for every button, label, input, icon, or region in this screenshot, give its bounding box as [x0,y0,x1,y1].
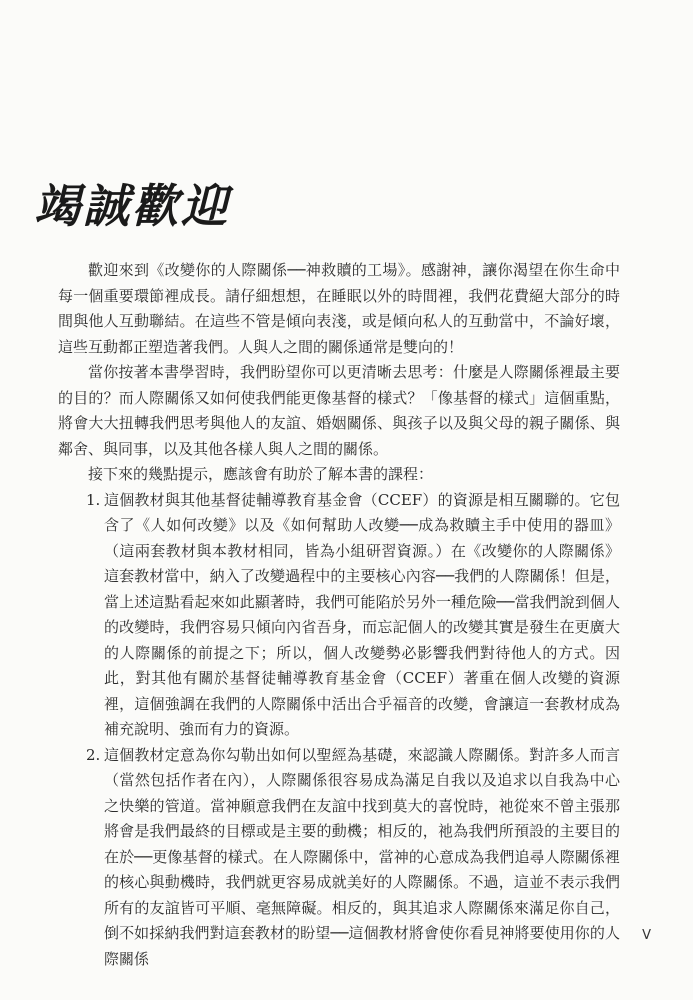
list-item [86,488,620,743]
body-text [58,258,620,972]
list-item-number: 2. [86,745,101,764]
page-number: V [642,928,651,943]
page-title: 竭誠歡迎 [34,179,230,233]
paragraph: 接下來的幾點提示，應該會有助於了解本書的課程： [88,465,434,483]
list-item-text: 這個教材與其他基督徒輔導教育基金會（CCEF）的資源是相互關聯的。它包含了《人如何改變》以及《如何幫助人改變──成為救贖主手中使用的器皿》（這兩套教材與本教材相同，皆為小組研習資源。）在《改變你的人際關係》這套教材當中，納入了改變過程中的主要核心內容──我們的人際關係！但是，當上述這點看起來如此顯著時，我們可能陷於另外一種危險──當我們說到個人的改變時，我們容易只傾向內省吾身，而忘記個人的改變其實是發生在更廣大的人際關係的前提之下；所以，個人改變勢必影響我們對待他人的方式。因此，對其他有關於基督徒輔導教育基金會（CCEF）著重在個人改變的資源裡，這個強調在我們的人際關係中活出合乎福音的改變，會讓這一套教材成為補充說明、強而有力的資源。 [104,490,620,738]
list-item [86,743,620,973]
list-item-text: 這個教材定意為你勾勒出如何以聖經為基礎，來認識人際關係。對許多人而言（當然包括作者在內），人際關係很容易成為滿足自我以及追求以自我為中心之快樂的管道。當神願意我們在友誼中找到莫大的喜悅時，祂從來不曾主張那將會是我們最終的目標或是主要的動機；相反的，祂為我們所預設的主要目的在於──更像基督的樣式。在人際關係中，當神的心意成為我們追尋人際關係裡的核心與動機時，我們就更容易成就美好的人際關係。不過，這並不表示我們所有的友誼皆可平順、毫無障礙。相反的，與其追求人際關係來滿足你自己，倒不如採納我們對這套教材的盼望──這個教材將會使你看見神將要使用你的人際關係 [104,745,620,968]
list-item-number: 1. [86,490,101,509]
numbered-list [58,488,620,973]
paragraph: 歡迎來到《改變你的人際關係──神救贖的工場》。感謝神，讓你渴望在你生命中每一個重要環節裡成長。請仔細想想，在睡眠以外的時間裡，我們花費絕大部分的時間與他人互動聯結。在這些不管是傾向表淺，或是傾向私人的互動當中，不論好壞，這些互動都正塑造著我們。人與人之間的關係通常是雙向的！ [58,261,620,356]
paragraph: 當你按著本書學習時，我們盼望你可以更清晰去思考：什麼是人際關係裡最主要的目的？而人際關係又如何使我們能更像基督的樣式？「像基督的樣式」這個重點，將會大大扭轉我們思考與他人的友誼、婚姻關係、與孩子以及與父母的親子關係、與鄰舍、與同事，以及其他各樣人與人之間的關係。 [58,363,620,458]
